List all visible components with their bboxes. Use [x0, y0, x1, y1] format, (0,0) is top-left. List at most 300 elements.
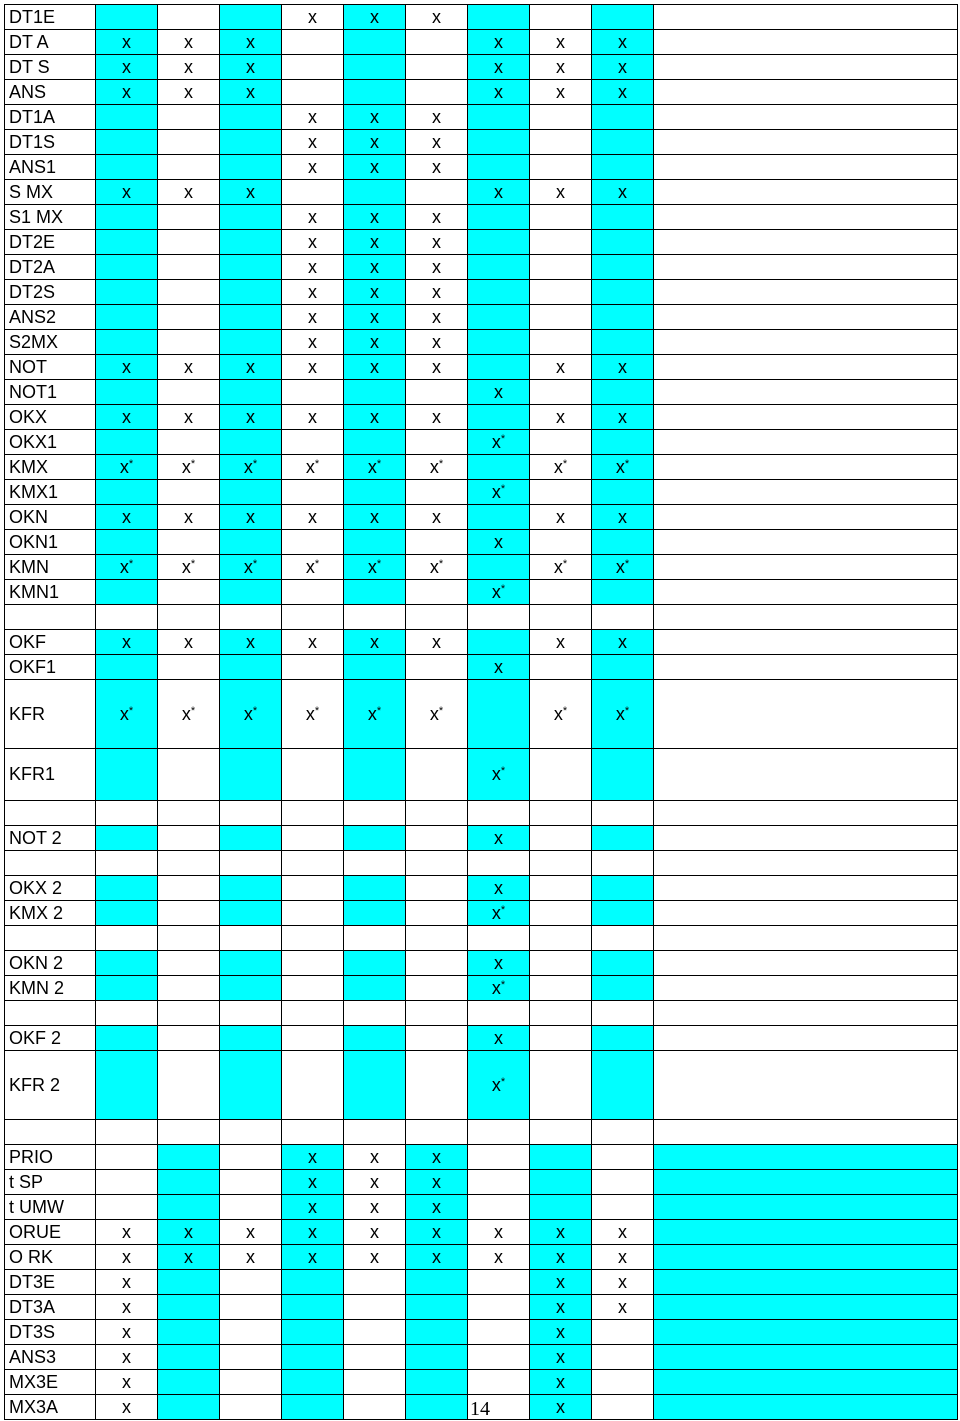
parameter-code: DT3A — [5, 1295, 96, 1320]
mark-cell — [220, 1026, 282, 1051]
mark-cell — [530, 951, 592, 976]
mark-cell: x — [592, 1245, 654, 1270]
spacer-cell — [592, 1001, 654, 1026]
mark-cell — [406, 1051, 468, 1120]
spacer-cell — [5, 801, 96, 826]
page-number: 14 — [470, 1398, 490, 1420]
mark-cell — [158, 1370, 220, 1395]
mark-cell: x — [158, 505, 220, 530]
parameter-code: OKX 2 — [5, 876, 96, 901]
parameter-code: OKF — [5, 630, 96, 655]
mark-cell — [220, 1195, 282, 1220]
mark-cell: x — [220, 630, 282, 655]
mark-cell — [530, 876, 592, 901]
spacer-cell — [406, 605, 468, 630]
mark-cell — [282, 951, 344, 976]
mark-cell — [406, 55, 468, 80]
mark-cell — [530, 230, 592, 255]
mark-cell — [654, 280, 958, 305]
mark-cell: x — [220, 30, 282, 55]
mark-cell — [220, 130, 282, 155]
mark-cell — [220, 580, 282, 605]
mark-cell — [344, 876, 406, 901]
mark-cell — [282, 1370, 344, 1395]
mark-cell: x — [406, 330, 468, 355]
mark-cell — [96, 480, 158, 505]
parameter-code: t SP — [5, 1170, 96, 1195]
mark-cell — [282, 180, 344, 205]
mark-cell — [158, 530, 220, 555]
mark-cell: x* — [406, 680, 468, 749]
mark-cell: x — [592, 505, 654, 530]
mark-cell: x — [220, 505, 282, 530]
mark-cell — [344, 430, 406, 455]
mark-cell: x — [406, 1170, 468, 1195]
table-row — [5, 1145, 958, 1170]
mark-cell — [282, 1270, 344, 1295]
mark-cell: x — [344, 405, 406, 430]
spacer-row — [5, 605, 958, 630]
mark-cell — [220, 255, 282, 280]
mark-cell: x — [344, 1195, 406, 1220]
mark-cell: x — [468, 30, 530, 55]
mark-cell — [344, 480, 406, 505]
mark-cell — [282, 826, 344, 851]
mark-cell — [654, 1026, 958, 1051]
mark-cell — [158, 580, 220, 605]
mark-cell: x — [282, 205, 344, 230]
mark-cell — [530, 205, 592, 230]
mark-cell: x — [406, 1245, 468, 1270]
mark-cell — [282, 55, 344, 80]
mark-cell — [530, 130, 592, 155]
parameter-code: S2MX — [5, 330, 96, 355]
table-row — [5, 1026, 958, 1051]
table-row — [5, 255, 958, 280]
mark-cell — [468, 1170, 530, 1195]
parameter-code: KMN 2 — [5, 976, 96, 1001]
mark-cell — [530, 1051, 592, 1120]
mark-cell: x — [468, 826, 530, 851]
spacer-cell — [406, 801, 468, 826]
mark-cell — [220, 826, 282, 851]
mark-cell: x* — [530, 455, 592, 480]
table-row — [5, 430, 958, 455]
parameter-code: DT2S — [5, 280, 96, 305]
mark-cell — [654, 180, 958, 205]
mark-cell — [654, 1051, 958, 1120]
mark-cell — [468, 305, 530, 330]
mark-cell: x — [530, 180, 592, 205]
parameter-code: OKF1 — [5, 655, 96, 680]
mark-cell — [220, 380, 282, 405]
mark-cell — [530, 826, 592, 851]
parameter-code: KFR1 — [5, 749, 96, 801]
table-row — [5, 1170, 958, 1195]
mark-cell — [220, 480, 282, 505]
mark-cell — [96, 105, 158, 130]
mark-cell — [592, 1345, 654, 1370]
mark-cell: x — [468, 380, 530, 405]
table-row — [5, 130, 958, 155]
table-row — [5, 455, 958, 480]
mark-cell — [282, 80, 344, 105]
spacer-cell — [468, 1001, 530, 1026]
mark-cell: x* — [468, 1051, 530, 1120]
spacer-row — [5, 801, 958, 826]
mark-cell — [158, 1345, 220, 1370]
mark-cell: x — [592, 630, 654, 655]
mark-cell — [468, 1145, 530, 1170]
mark-cell — [158, 1195, 220, 1220]
mark-cell: x — [344, 330, 406, 355]
spacer-cell — [406, 1001, 468, 1026]
mark-cell: x — [468, 876, 530, 901]
mark-cell — [344, 976, 406, 1001]
parameter-code: MX3A — [5, 1395, 96, 1420]
spacer-cell — [96, 1120, 158, 1145]
mark-cell — [96, 230, 158, 255]
parameter-code: KMN — [5, 555, 96, 580]
mark-cell — [344, 1320, 406, 1345]
mark-cell: x — [592, 355, 654, 380]
mark-cell — [406, 430, 468, 455]
mark-cell — [654, 749, 958, 801]
mark-cell — [406, 976, 468, 1001]
mark-cell: x — [406, 505, 468, 530]
mark-cell — [220, 1295, 282, 1320]
mark-cell: x — [406, 205, 468, 230]
mark-cell: x* — [282, 455, 344, 480]
mark-cell — [468, 630, 530, 655]
mark-cell — [220, 749, 282, 801]
mark-cell: x — [158, 1245, 220, 1270]
mark-cell — [654, 130, 958, 155]
parameter-table — [4, 4, 958, 1420]
mark-cell: x — [592, 80, 654, 105]
spacer-cell — [96, 605, 158, 630]
spacer-cell — [344, 1001, 406, 1026]
parameter-code: NOT 2 — [5, 826, 96, 851]
mark-cell — [282, 1345, 344, 1370]
spacer-cell — [220, 926, 282, 951]
mark-cell — [158, 255, 220, 280]
mark-cell — [530, 105, 592, 130]
mark-cell: x* — [282, 680, 344, 749]
table-row — [5, 405, 958, 430]
spacer-cell — [468, 851, 530, 876]
mark-cell: x* — [592, 680, 654, 749]
mark-cell — [654, 505, 958, 530]
mark-cell — [96, 876, 158, 901]
mark-cell: x — [96, 55, 158, 80]
mark-cell: x* — [96, 555, 158, 580]
mark-cell: x* — [96, 680, 158, 749]
mark-cell — [220, 901, 282, 926]
mark-cell: x — [530, 1370, 592, 1395]
mark-cell — [468, 505, 530, 530]
mark-cell: x — [96, 505, 158, 530]
mark-cell — [468, 1320, 530, 1345]
mark-cell: x — [468, 655, 530, 680]
mark-cell: x — [530, 1220, 592, 1245]
table-row — [5, 1220, 958, 1245]
parameter-code: DT2E — [5, 230, 96, 255]
mark-cell: x — [592, 180, 654, 205]
mark-cell — [96, 976, 158, 1001]
mark-cell — [158, 1145, 220, 1170]
mark-cell — [96, 655, 158, 680]
spacer-cell — [530, 1001, 592, 1026]
mark-cell: x — [96, 1220, 158, 1245]
mark-cell — [220, 1270, 282, 1295]
mark-cell: x — [220, 55, 282, 80]
mark-cell — [344, 826, 406, 851]
parameter-code: ORUE — [5, 1220, 96, 1245]
spacer-cell — [282, 926, 344, 951]
mark-cell — [158, 951, 220, 976]
mark-cell: x — [282, 355, 344, 380]
mark-cell — [158, 1170, 220, 1195]
mark-cell — [468, 105, 530, 130]
mark-cell — [592, 280, 654, 305]
spacer-cell — [220, 1001, 282, 1026]
spacer-cell — [344, 605, 406, 630]
mark-cell: x* — [344, 680, 406, 749]
mark-cell — [344, 30, 406, 55]
mark-cell: x* — [406, 555, 468, 580]
mark-cell — [654, 1370, 958, 1395]
mark-cell — [468, 155, 530, 180]
mark-cell: x — [468, 1220, 530, 1245]
mark-cell: x — [282, 280, 344, 305]
mark-cell — [96, 1026, 158, 1051]
mark-cell: x — [344, 5, 406, 30]
mark-cell — [406, 1320, 468, 1345]
mark-cell — [654, 430, 958, 455]
table-row — [5, 155, 958, 180]
mark-cell — [654, 305, 958, 330]
mark-cell: x — [592, 55, 654, 80]
mark-cell — [220, 205, 282, 230]
mark-cell — [592, 205, 654, 230]
mark-cell — [654, 876, 958, 901]
spacer-cell — [592, 926, 654, 951]
mark-cell — [468, 355, 530, 380]
mark-cell — [406, 530, 468, 555]
mark-cell — [654, 55, 958, 80]
mark-cell — [158, 1295, 220, 1320]
mark-cell — [592, 876, 654, 901]
mark-cell — [592, 1195, 654, 1220]
spacer-cell — [5, 1001, 96, 1026]
table-row — [5, 1270, 958, 1295]
spacer-row — [5, 851, 958, 876]
mark-cell — [592, 976, 654, 1001]
mark-cell: x — [468, 1026, 530, 1051]
mark-cell — [158, 876, 220, 901]
mark-cell: x — [96, 1245, 158, 1270]
mark-cell: x — [96, 1370, 158, 1395]
mark-cell: x* — [468, 976, 530, 1001]
mark-cell — [282, 1295, 344, 1320]
parameter-code: KFR — [5, 680, 96, 749]
mark-cell: x* — [158, 455, 220, 480]
mark-cell — [468, 555, 530, 580]
mark-cell — [96, 1195, 158, 1220]
mark-cell — [654, 580, 958, 605]
mark-cell — [654, 455, 958, 480]
spacer-cell — [282, 605, 344, 630]
parameter-code: KMX1 — [5, 480, 96, 505]
mark-cell: x — [406, 130, 468, 155]
mark-cell — [406, 951, 468, 976]
mark-cell — [468, 455, 530, 480]
mark-cell: x — [96, 405, 158, 430]
spacer-cell — [530, 1120, 592, 1145]
mark-cell — [344, 55, 406, 80]
mark-cell — [654, 330, 958, 355]
mark-cell — [468, 230, 530, 255]
mark-cell: x — [530, 80, 592, 105]
mark-cell — [468, 1195, 530, 1220]
mark-cell: x — [530, 55, 592, 80]
mark-cell — [654, 530, 958, 555]
spacer-cell — [344, 1120, 406, 1145]
parameter-code: ANS3 — [5, 1345, 96, 1370]
mark-cell — [530, 901, 592, 926]
spacer-cell — [654, 926, 958, 951]
mark-cell — [654, 680, 958, 749]
mark-cell — [592, 580, 654, 605]
mark-cell — [592, 230, 654, 255]
parameter-code: OKF 2 — [5, 1026, 96, 1051]
mark-cell: x — [592, 1220, 654, 1245]
table-row — [5, 230, 958, 255]
mark-cell: x — [220, 355, 282, 380]
mark-cell — [158, 430, 220, 455]
mark-cell — [220, 230, 282, 255]
mark-cell: x — [344, 1245, 406, 1270]
mark-cell — [592, 330, 654, 355]
spacer-cell — [654, 1001, 958, 1026]
mark-cell: x — [158, 355, 220, 380]
table-row — [5, 1320, 958, 1345]
mark-cell — [654, 255, 958, 280]
mark-cell: x — [530, 630, 592, 655]
mark-cell: x — [96, 355, 158, 380]
mark-cell — [406, 1345, 468, 1370]
mark-cell — [282, 380, 344, 405]
mark-cell: x — [468, 1245, 530, 1270]
table-row — [5, 1370, 958, 1395]
mark-cell — [220, 876, 282, 901]
mark-cell — [220, 1345, 282, 1370]
parameter-code: PRIO — [5, 1145, 96, 1170]
mark-cell — [344, 1026, 406, 1051]
mark-cell: x* — [530, 680, 592, 749]
mark-cell — [592, 5, 654, 30]
mark-cell: x — [158, 55, 220, 80]
mark-cell — [592, 130, 654, 155]
parameter-code: NOT — [5, 355, 96, 380]
mark-cell — [220, 430, 282, 455]
mark-cell — [654, 1145, 958, 1170]
mark-cell: x — [158, 80, 220, 105]
spacer-cell — [5, 926, 96, 951]
mark-cell — [406, 1026, 468, 1051]
parameter-code: KMN1 — [5, 580, 96, 605]
mark-cell — [158, 205, 220, 230]
mark-cell — [220, 530, 282, 555]
mark-cell — [530, 280, 592, 305]
mark-cell — [654, 205, 958, 230]
mark-cell — [344, 1370, 406, 1395]
mark-cell: x — [530, 1245, 592, 1270]
mark-cell — [654, 1320, 958, 1345]
spacer-cell — [406, 1120, 468, 1145]
mark-cell: x — [406, 105, 468, 130]
mark-cell: x — [592, 30, 654, 55]
mark-cell — [158, 380, 220, 405]
parameter-code: OKN1 — [5, 530, 96, 555]
mark-cell — [654, 1295, 958, 1320]
spacer-cell — [654, 1120, 958, 1145]
mark-cell — [220, 5, 282, 30]
parameter-code: DT1A — [5, 105, 96, 130]
mark-cell — [530, 380, 592, 405]
spacer-cell — [158, 851, 220, 876]
parameter-code: OKN — [5, 505, 96, 530]
mark-cell: x — [344, 280, 406, 305]
mark-cell: x — [96, 1320, 158, 1345]
mark-cell — [592, 105, 654, 130]
spacer-cell — [468, 1120, 530, 1145]
mark-cell: x — [530, 1270, 592, 1295]
spacer-cell — [220, 801, 282, 826]
mark-cell — [282, 480, 344, 505]
table-row — [5, 1245, 958, 1270]
mark-cell: x — [220, 1220, 282, 1245]
mark-cell — [344, 530, 406, 555]
spacer-cell — [5, 605, 96, 630]
spacer-cell — [654, 605, 958, 630]
table-row — [5, 205, 958, 230]
table-row — [5, 105, 958, 130]
mark-cell — [468, 1370, 530, 1395]
mark-cell — [592, 305, 654, 330]
mark-cell — [654, 380, 958, 405]
mark-cell — [654, 355, 958, 380]
mark-cell — [158, 826, 220, 851]
table-row — [5, 305, 958, 330]
mark-cell — [220, 280, 282, 305]
table-row — [5, 901, 958, 926]
mark-cell — [344, 1345, 406, 1370]
mark-cell — [96, 951, 158, 976]
mark-cell: x — [530, 1345, 592, 1370]
mark-cell — [406, 876, 468, 901]
mark-cell — [406, 826, 468, 851]
mark-cell: x — [96, 1395, 158, 1420]
mark-cell: x — [406, 630, 468, 655]
table-row — [5, 30, 958, 55]
table-row — [5, 180, 958, 205]
spacer-cell — [344, 851, 406, 876]
spacer-cell — [406, 851, 468, 876]
mark-cell: x — [158, 1220, 220, 1245]
mark-cell: x — [468, 180, 530, 205]
